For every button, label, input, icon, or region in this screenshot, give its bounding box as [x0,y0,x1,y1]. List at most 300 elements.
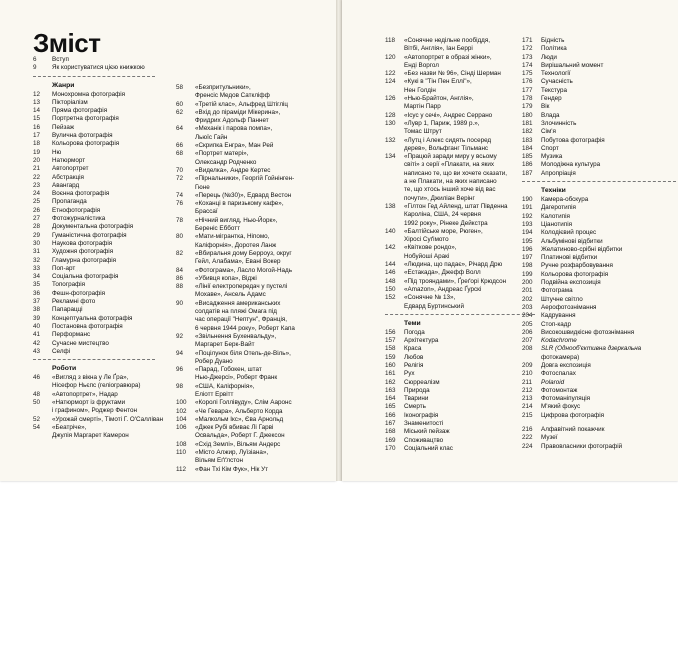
toc-entry[interactable] [522,262,676,270]
toc-entry[interactable] [522,434,676,442]
toc-entry[interactable] [385,54,535,71]
entry-title: Природа [404,386,430,394]
toc-entry[interactable] [522,246,676,254]
toc-entry[interactable] [33,207,155,215]
section-heading: Роботи [52,365,77,373]
entry-title-continuation: Джулія Маргарет Камерон [52,432,129,440]
toc-entry[interactable] [522,45,676,53]
entry-title: Натюрморт [52,156,86,164]
entry-title: «Натюрморт із фруктами [52,398,126,406]
page-number: 24 [33,190,41,198]
toc-entry[interactable] [176,283,334,300]
toc-entry[interactable] [522,271,676,279]
toc-entry[interactable] [385,261,535,269]
page-number: 80 [176,233,184,241]
toc-entry[interactable] [385,278,535,286]
page-number: 41 [33,331,41,339]
toc-entry[interactable] [522,54,676,62]
toc-entry[interactable] [33,281,155,289]
toc-entry[interactable] [385,120,535,137]
contents-column-1 [33,56,164,440]
contents-column-2 [176,84,334,474]
entry-title: Рух [404,370,415,378]
toc-entry[interactable] [522,296,676,304]
page-number: 204 [522,312,533,320]
page-number: 27 [33,215,41,223]
toc-entry[interactable] [176,217,334,234]
page-number: 146 [385,269,396,277]
entry-title-continuation: Робер Дуано [195,357,233,365]
page-number: 96 [176,366,184,374]
entry-title: Ручне розфарбовування [541,262,613,270]
page-number: 128 [385,111,396,119]
entry-title: «Людина, що падає», Річард Дрю [404,261,503,269]
page-number: 39 [33,314,41,322]
section-heading: Техніки [541,187,566,195]
toc-entry[interactable] [33,198,155,206]
toc-entry[interactable] [33,182,155,190]
toc-entry[interactable] [522,304,676,312]
page-number: 162 [385,378,396,386]
entry-title-continuation: Вільям Еґґлстон [195,457,244,465]
page-number: 46 [33,374,41,382]
toc-entry[interactable] [522,370,676,378]
toc-entry[interactable] [176,275,334,283]
toc-entry[interactable] [522,112,676,120]
entry-title-continuation: світі» з серії «Плакати, на яких [404,161,495,169]
entry-title-continuation: те, що хтось інший хоче від вас [404,186,496,194]
toc-entry[interactable] [522,87,676,95]
page-number: 205 [522,320,533,328]
page-number: 48 [33,390,41,398]
toc-entry[interactable] [385,228,535,245]
entry-title-continuation: 1992 року», Рінеке Дейкстра [404,219,488,227]
toc-entry[interactable] [33,290,155,298]
toc-entry[interactable] [385,112,535,120]
toc-entry[interactable] [385,412,535,420]
entry-title: Тварини [404,395,429,403]
entry-title: «Пірнальники», Георгій Гойнінген- [195,175,295,183]
page-number: 32 [33,256,41,264]
entry-title: «Нічний вигляд, Нью-Йорк», [195,216,278,224]
entry-title: Цифрова фотографія [541,411,605,419]
entry-title: Технології [541,70,571,78]
entry-title: Споживацтво [404,436,444,444]
page-number: 177 [522,86,533,94]
toc-entry[interactable] [522,403,676,411]
entry-title: Гуманістична фотографія [52,231,127,239]
page-number: 25 [33,198,41,206]
entry-title: Знаменитості [404,420,444,428]
entry-title: Желатиново-срібні відбитки [541,245,623,253]
toc-entry[interactable] [176,233,334,250]
toc-entry[interactable] [522,379,676,387]
entry-title: Абстракція [52,173,84,181]
entry-title: Довга експозиція [541,361,591,369]
toc-entry[interactable] [176,366,334,383]
toc-entry[interactable] [33,99,155,107]
toc-entry[interactable] [385,428,535,436]
toc-entry[interactable] [385,337,535,345]
toc-entry[interactable] [522,78,676,86]
toc-entry[interactable] [522,321,676,329]
toc-entry[interactable] [522,412,676,420]
entry-title: «Лутц і Алекс сидять посеред [404,136,492,144]
toc-entry[interactable] [176,350,334,367]
toc-entry[interactable] [33,149,155,157]
toc-entry[interactable] [385,387,535,395]
entry-title: «Сонячне № 13», [404,294,456,302]
toc-entry[interactable] [33,265,155,273]
entry-title: Постановна фотографія [52,322,123,330]
page-number: 92 [176,332,184,340]
entry-title: Ню [52,148,62,156]
toc-entry[interactable] [176,200,334,217]
toc-entry[interactable] [33,391,155,399]
toc-entry[interactable] [522,170,676,178]
toc-entry[interactable] [385,269,535,277]
entry-title: «Портрет матері», [195,150,249,158]
toc-entry[interactable] [385,153,535,203]
page-number: 180 [522,111,533,119]
toc-entry[interactable] [33,306,155,314]
page-number: 168 [385,428,396,436]
entry-title: Наукова фотографія [52,239,113,247]
page-number: 82 [176,249,184,257]
entry-title: Ціанотипія [541,220,573,228]
toc-entry[interactable] [522,103,676,111]
toc-entry[interactable] [522,62,676,70]
page-number: 104 [176,415,187,423]
toc-entry[interactable] [522,362,676,370]
page-number: 152 [385,294,396,302]
page-number: 185 [522,153,533,161]
toc-entry[interactable] [385,244,535,261]
toc-entry[interactable] [176,84,334,101]
toc-entry[interactable] [33,91,155,99]
toc-entry[interactable] [522,443,676,451]
toc-entry[interactable] [176,150,334,167]
toc-entry[interactable] [385,379,535,387]
toc-entry[interactable] [385,37,535,54]
page-number: 90 [176,299,184,307]
toc-entry[interactable] [522,137,676,145]
toc-entry[interactable] [33,415,164,424]
toc-entry[interactable] [33,124,155,132]
toc-entry[interactable] [522,387,676,395]
entry-title: «Беатріче», [52,423,87,431]
toc-entry[interactable] [522,128,676,136]
toc-entry[interactable] [522,238,676,246]
toc-entry[interactable] [522,279,676,287]
toc-entry[interactable] [176,175,334,192]
toc-entry[interactable] [385,329,535,337]
toc-entry[interactable] [33,424,155,441]
page-number: 197 [522,254,533,262]
page-number: 20 [33,156,41,164]
entry-title: «Вхід до піраміди Мікерина», [195,108,281,116]
toc-entry[interactable] [176,333,334,350]
entry-title: Як користуватися цією книжкою [52,64,145,72]
toc-entry[interactable] [176,383,334,400]
entry-title: «Автопортрет в образі жінки», [404,53,492,61]
toc-entry[interactable] [176,125,334,142]
toc-entry[interactable] [385,370,535,378]
page-number: 193 [522,220,533,228]
page-number: 106 [176,424,187,432]
entry-title: Алфавітний покажчик [541,426,605,434]
entry-title: Поп-арт [52,264,76,272]
toc-entry[interactable] [522,426,676,434]
toc-entry[interactable] [385,345,535,353]
page-number: 18 [33,140,41,148]
toc-entry[interactable] [33,399,155,416]
page-number: 183 [522,136,533,144]
toc-entry[interactable] [522,329,676,337]
page-number: 76 [176,200,184,208]
page-number: 159 [385,353,396,361]
toc-entry[interactable] [33,240,155,248]
page-number: 194 [522,229,533,237]
page-number: 52 [33,415,41,423]
entry-title-continuation: Хіросі Суґімото [404,236,449,244]
entry-title-continuation: Нен Голдін [404,86,436,94]
entry-title: Спорт [541,144,559,152]
entry-title-continuation: Нью-Джерсі», Роберт Франк [195,374,278,382]
entry-title: Пряма фотографія [52,107,108,115]
toc-entry[interactable] [176,192,334,200]
toc-entry[interactable] [176,101,334,109]
right-page [342,0,678,481]
toc-entry[interactable] [385,445,535,453]
toc-entry[interactable] [33,64,155,72]
entry-title: Подвійна експозиція [541,279,601,287]
toc-entry[interactable] [385,95,535,112]
entry-title: Погода [404,328,425,336]
entry-title: Селфі [52,347,71,355]
toc-entry[interactable] [33,340,155,348]
entry-title: Фотомонтаж [541,386,578,394]
page-number: 78 [176,216,184,224]
toc-entry[interactable] [176,466,334,474]
toc-entry[interactable] [176,399,334,407]
toc-entry[interactable] [33,190,155,198]
toc-entry[interactable] [33,165,155,173]
page-number: 138 [385,202,396,210]
page-number: 164 [385,395,396,403]
toc-entry[interactable] [385,437,535,445]
entry-title: Папарацці [52,306,83,314]
contents-column-4 [522,37,676,451]
page-number: 163 [385,386,396,394]
toc-entry[interactable] [176,408,334,416]
entry-title: Пейзаж [52,123,75,131]
entry-title: «Малкольм Ікс», Єва Арнольд [195,415,284,423]
page-number: 15 [33,115,41,123]
entry-title: Політика [541,45,567,53]
entry-title-continuation: Льюїс Гайн [195,133,228,141]
page-number: 150 [385,285,396,293]
toc-entry[interactable] [176,267,334,275]
entry-title: Влада [541,111,560,119]
toc-entry[interactable] [522,345,676,362]
entry-title-continuation: Нобуйоші Аракі [404,252,450,260]
toc-entry[interactable] [33,140,155,148]
entry-title: Вік [541,103,550,111]
page-number: 72 [176,175,184,183]
entry-title: Соціальний клас [404,444,453,452]
entry-title: «Вигляд з вікна у Ле Ґра», [52,374,129,382]
entry-title-continuation: і графином», Роджер Фентон [52,407,137,415]
page-number: 169 [385,436,396,444]
entry-title: Автопортрет [52,165,89,173]
toc-entry[interactable] [385,286,535,294]
toc-entry[interactable] [176,109,334,126]
entry-title: Любов [404,353,424,361]
toc-entry[interactable] [33,315,155,323]
toc-entry[interactable] [385,294,535,311]
toc-entry[interactable] [33,115,155,123]
page-number: 26 [33,206,41,214]
page-number: 181 [522,119,533,127]
entry-title: Перформанс [52,331,91,339]
page-number: 172 [522,45,533,53]
entry-title: «Місто Алжир, Луїзіана», [195,449,269,457]
entry-title: Сім'я [541,128,556,136]
page-number: 30 [33,239,41,247]
toc-entry[interactable] [385,403,535,411]
entry-title: Міський пейзаж [404,428,450,436]
page-number: 94 [176,349,184,357]
toc-entry[interactable] [33,257,155,265]
toc-entry[interactable] [385,362,535,370]
page-number: 74 [176,191,184,199]
entry-title: «Джек Рубі вбиває Лі Гарві [195,424,274,432]
page-number: 16 [33,123,41,131]
entry-title: «Скрипка Енгра», Ман Рей [195,142,274,150]
page-number: 160 [385,361,396,369]
entry-title: Вулична фотографія [52,132,113,140]
page-number: 179 [522,103,533,111]
entry-title: «Безпритульники», [195,84,251,91]
entry-title: Фешн-фотографія [52,289,106,297]
entry-title: «Лувр 1, Париж, 1989 р.», [404,119,480,127]
page-number: 178 [522,95,533,103]
toc-entry[interactable] [33,248,155,256]
page-number: 50 [33,398,41,406]
section-heading: Теми [404,319,421,327]
page-number: 196 [522,245,533,253]
toc-entry[interactable] [522,221,676,229]
page-number: 35 [33,281,41,289]
entry-title: М'який фокус [541,403,581,411]
toc-entry[interactable] [176,424,334,441]
page-number: 190 [522,196,533,204]
toc-entry[interactable] [522,161,676,169]
entry-title: «Убивця копа», Віджі [195,274,257,282]
page-number: 40 [33,322,41,330]
page-number: 43 [33,347,41,355]
page-number: 23 [33,181,41,189]
page-number: 17 [33,132,41,140]
toc-entry[interactable] [176,416,334,424]
page-number: 84 [176,266,184,274]
toc-entry[interactable] [522,213,676,221]
entry-title: «Без назви № 96», Сінді Шерман [404,70,501,78]
page-number: 192 [522,212,533,220]
toc-entry[interactable] [522,204,676,212]
entry-title: Концептуальна фотографія [52,314,133,322]
entry-title: «Естакада», Джефф Волл [404,269,481,277]
toc-entry[interactable] [385,203,535,228]
entry-title: Колодієвий процес [541,229,597,237]
section-heading: Жанри [52,81,75,89]
toc-entry[interactable] [33,331,155,339]
toc-entry[interactable] [522,312,676,320]
entry-title-continuation: Брассаї [195,208,218,216]
toc-entry[interactable] [522,145,676,153]
page-number: 222 [522,434,533,442]
entry-title: Монохромна фотографія [52,90,126,98]
entry-title: Портретна фотографія [52,115,119,123]
toc-entry[interactable] [33,157,155,165]
toc-entry[interactable] [385,395,535,403]
toc-entry[interactable] [33,174,155,182]
page-number: 29 [33,231,41,239]
entry-title: «США, Каліфорнія», [195,382,255,390]
toc-entry[interactable] [176,441,334,449]
toc-entry[interactable] [522,229,676,237]
toc-entry[interactable] [33,323,155,331]
page-number: 13 [33,98,41,106]
page-number: 28 [33,223,41,231]
toc-entry[interactable] [522,287,676,295]
toc-entry[interactable] [385,354,535,362]
entry-title-continuation: Фридрих Адольф Паннет [195,117,269,125]
entry-title: «Механік і парова помпа», [195,125,273,133]
page-number: 58 [176,84,184,91]
toc-entry[interactable] [176,300,334,333]
page-number: 144 [385,261,396,269]
page-number: 38 [33,306,41,314]
toc-entry[interactable] [176,250,334,267]
page-number: 130 [385,119,396,127]
page-number: 120 [385,53,396,61]
entry-title-continuation: Едвард Буртинський [404,302,464,310]
page-number: 66 [176,142,184,150]
toc-entry[interactable] [33,223,155,231]
toc-entry[interactable] [385,137,535,154]
page-number: 110 [176,449,187,457]
toc-entry[interactable] [176,449,334,466]
entry-title: Аерофотознімання [541,303,597,311]
entry-title: «Кукі в "Тін Пен Еллі"», [404,78,472,86]
entry-title-continuation: Мартін Парр [404,103,441,111]
page-number: 9 [33,64,37,72]
page-number: 70 [176,166,184,174]
page-number: 199 [522,270,533,278]
page-number: 171 [522,37,533,44]
entry-title: «Мати-мігрантка, Ніпомо, [195,233,270,241]
toc-entry[interactable] [33,348,155,356]
toc-entry[interactable] [33,374,155,391]
page-number: 22 [33,173,41,181]
toc-entry[interactable] [33,232,155,240]
entry-title: Музеї [541,434,558,442]
page-number: 202 [522,295,533,303]
toc-entry[interactable] [385,78,535,95]
entry-title: «Королі Голлівуду», Слім Ааронс [195,399,292,407]
